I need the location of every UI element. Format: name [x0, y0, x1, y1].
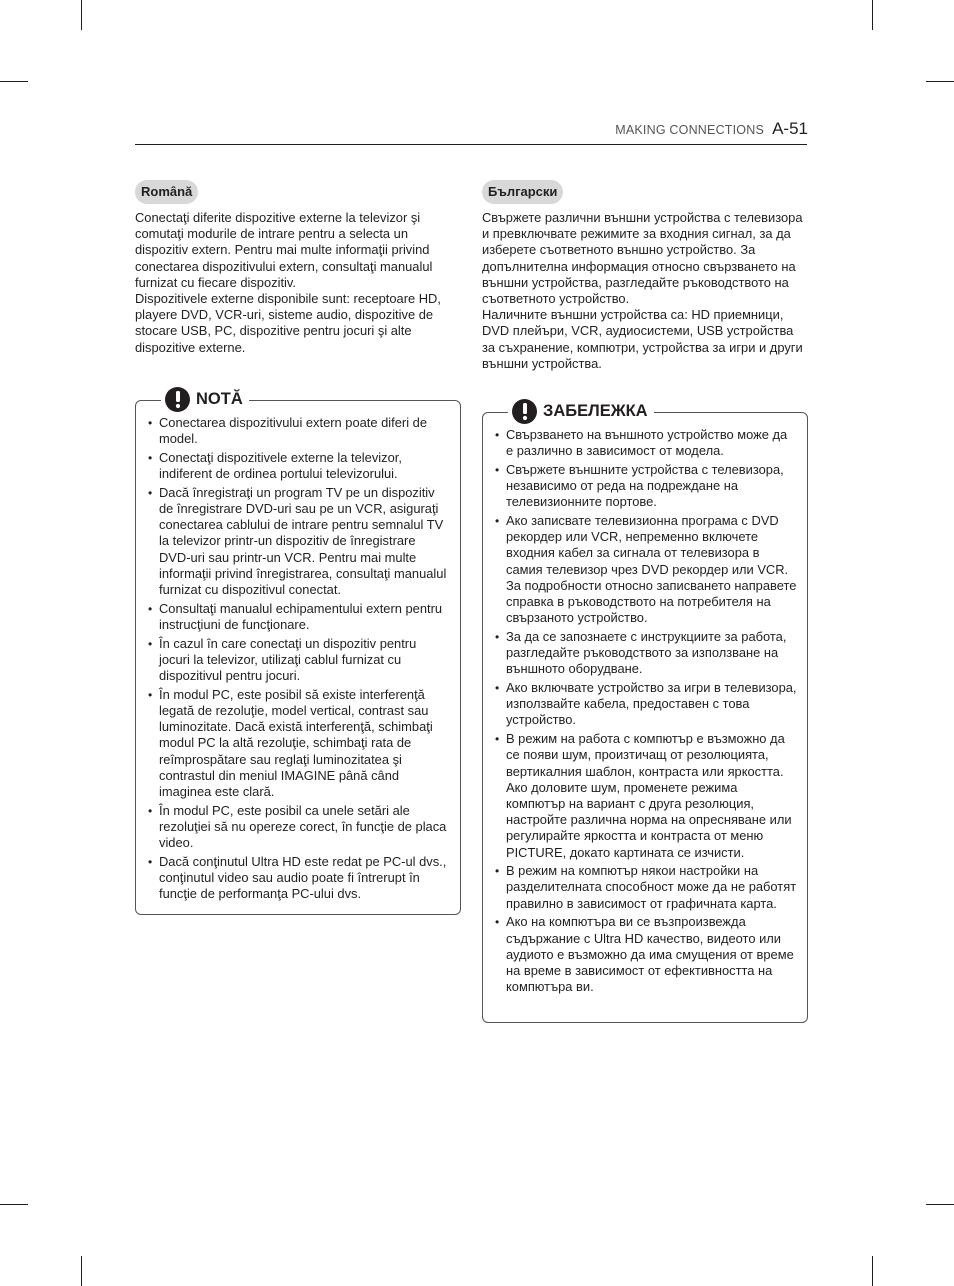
language-tag-bulgarian: Български	[482, 180, 563, 204]
list-item: • Consultaţi manualul echipamentului extern pentru instrucţiuni de funcţionare.	[136, 601, 448, 633]
exclamation-icon	[165, 387, 190, 412]
page-number: A-51	[772, 119, 808, 138]
intro-text-romanian	[135, 210, 461, 356]
column-romanian	[135, 180, 461, 356]
crop-mark	[872, 1256, 873, 1286]
note-box-romanian	[135, 389, 461, 915]
column-bulgarian	[482, 180, 808, 372]
list-item: • Свържете външните устройства с телевизора, независимо от реда на подреждане на телевизионните портове.	[483, 462, 797, 511]
list-item: • Conectarea dispozitivului extern poate diferi de model.	[136, 415, 448, 447]
note-header	[508, 398, 654, 424]
list-item: • Ако на компютъра ви се възпроизвежда съдържание с Ultra HD качество, видеото или аудиото е възможно да има смущения от време на време в зависимост от ефективността на компютъра ви.	[483, 914, 797, 995]
crop-mark	[81, 1256, 82, 1286]
list-item: • В режим на работа с компютър е възможно да се появи шум, произтичащ от резолюцията, вертикалния шаблон, контраста или яркостта. Ако доловите шум, променете режима компютър на вариант с друга резолюция, настройте различна норма на опресняване или регулирайте яркостта и контраста от меню PICTURE, докато картината се изчисти.	[483, 731, 797, 861]
intro-paragraph: Наличните външни устройства са: HD приемници, DVD плейъри, VCR, аудиосистеми, USB устройства за съхранение, компютри, устройства за игри и други външни устройства.	[482, 307, 803, 371]
list-item: • Ако записвате телевизионна програма с DVD рекордер или VCR, непременно включете входния кабел за сигнала от телевизора в самия телевизор чрез DVD рекордер или VCR. За подробности относно записването направете справка в ръководството на потребителя на свързаното устройство.	[483, 513, 797, 626]
intro-paragraph: Свържете различни външни устройства с телевизора и превключвате режимите за входния сигнал, за да изберете съответното външно устройство. За допълнителна информация относно свързването на външни устройства, разгледайте ръководството на съответното устройство.	[482, 210, 803, 307]
list-item: • Dacă conţinutul Ultra HD este redat pe PC-ul dvs., conţinutul video sau audio poate fi întrerupt în funcţie de performanţa PC-ului dvs.	[136, 854, 448, 903]
list-item: • Dacă înregistraţi un program TV pe un dispozitiv de înregistrare DVD-uri sau pe un VCR, asiguraţi conectarea cablului de intrare pentru semnalul TV la televizor printr-un dispozitiv de înregistrare DVD-uri sau printr-un VCR. Pentru mai multe informaţii privind înregistrarea, consultaţi manualul furnizat cu dispozitivul conectat.	[136, 485, 448, 598]
language-tag-romanian: Română	[135, 180, 198, 204]
list-item: • În modul PC, este posibil ca unele setări ale rezoluţiei să nu opereze corect, în funcţie de placa video.	[136, 803, 448, 852]
crop-mark	[81, 0, 82, 30]
list-item: • Conectaţi dispozitivele externe la televizor, indiferent de ordinea portului televizorului.	[136, 450, 448, 482]
list-item: • За да се запознаете с инструкциите за работа, разгледайте ръководството за използване на външното оборудване.	[483, 629, 797, 678]
note-box-bulgarian	[482, 401, 808, 1023]
intro-paragraph: Dispozitivele externe disponibile sunt: receptoare HD, playere DVD, VCR-uri, sisteme audio, dispozitive de stocare USB, PC, dispozitive pentru jocuri şi alte dispozitive externe.	[135, 291, 441, 355]
note-header	[161, 386, 249, 412]
note-list	[483, 427, 797, 995]
intro-paragraph: Conectaţi diferite dispozitive externe la televizor şi comutaţi modurile de intrare pentru a selecta un dispozitiv extern. Pentru mai multe informaţii privind conectarea dispozitivului extern, consultaţi manualul furnizat cu fiecare dispozitiv.	[135, 210, 433, 290]
list-item: • Свързването на външното устройство може да е различно в зависимост от модела.	[483, 427, 797, 459]
crop-mark	[926, 81, 954, 82]
list-item: • В режим на компютър някои настройки на разделителната способност може да не работят правилно в зависимост от графичната карта.	[483, 863, 797, 912]
crop-mark	[926, 1204, 954, 1205]
list-item: • În cazul în care conectaţi un dispozitiv pentru jocuri la televizor, utilizaţi cablul furnizat cu dispozitivul pentru jocuri.	[136, 636, 448, 685]
list-item: • Ако включвате устройство за игри в телевизора, използвайте кабела, предоставен с това устройство.	[483, 680, 797, 729]
note-title: NOTĂ	[196, 389, 243, 408]
crop-mark	[0, 1204, 28, 1205]
intro-text-bulgarian	[482, 210, 808, 372]
header-rule	[135, 144, 807, 145]
list-item: • În modul PC, este posibil să existe interferenţă legată de rezoluţie, model vertical, contrast sau luminozitate. Dacă există interferenţă, schimbaţi modul PC la altă rezoluţie, schimbaţi rata de reîmprospătare sau reglaţi luminozitatea şi contrastul din meniul IMAGINE până când imaginea este clară.	[136, 687, 448, 800]
note-title: ЗАБЕЛЕЖКА	[543, 401, 648, 420]
note-list	[136, 415, 448, 902]
exclamation-icon	[512, 399, 537, 424]
crop-mark	[872, 0, 873, 30]
header-section-title: MAKING CONNECTIONS	[615, 123, 764, 137]
crop-mark	[0, 81, 28, 82]
